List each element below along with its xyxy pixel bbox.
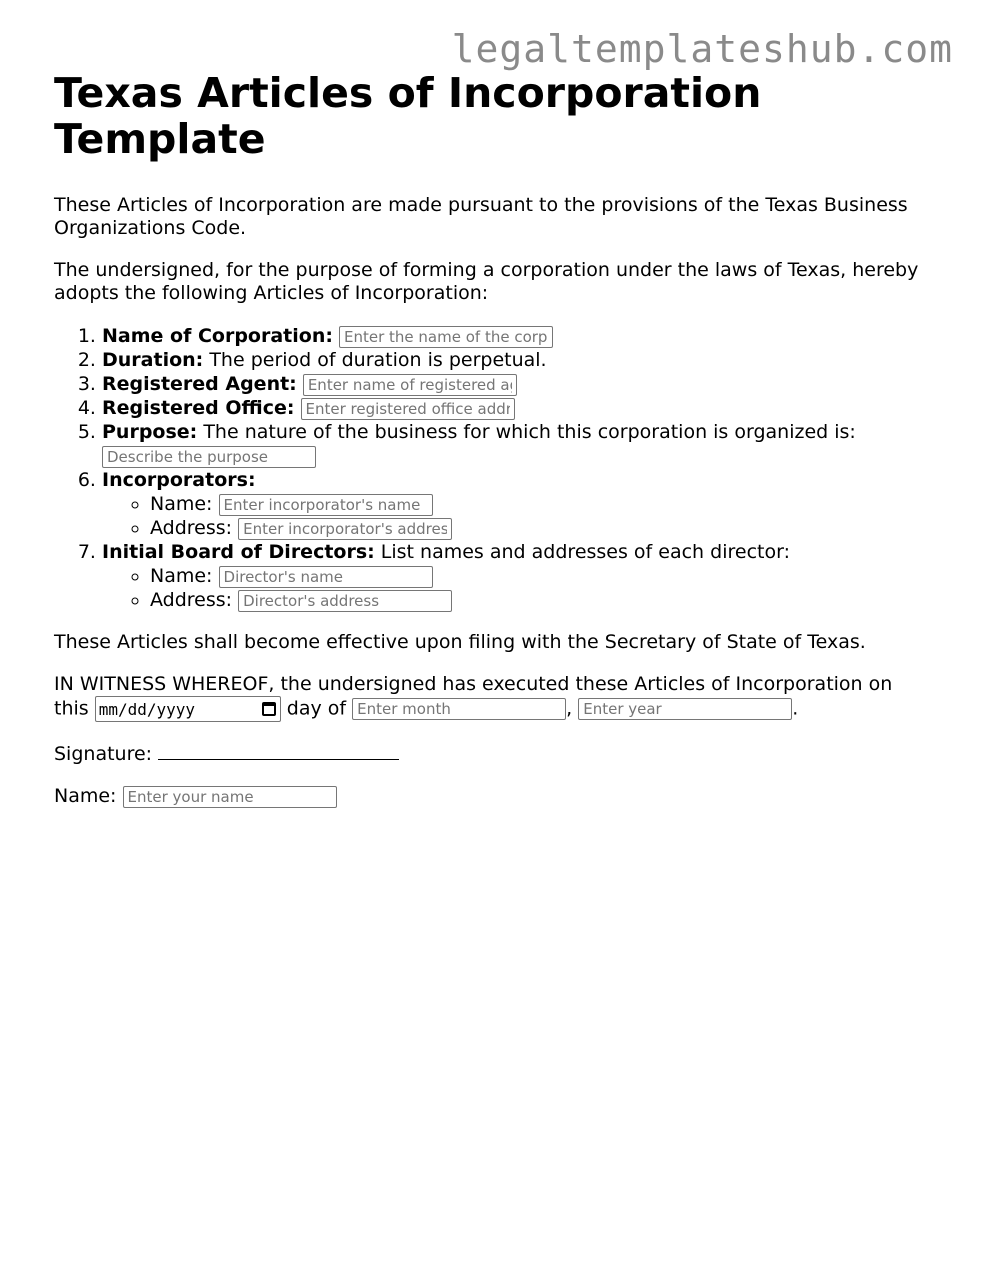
calendar-icon[interactable] — [262, 702, 276, 716]
incorporator-address-label: Address: — [150, 517, 233, 539]
date-placeholder: mm/dd/yyyy — [98, 699, 196, 719]
director-address-label: Address: — [150, 589, 233, 611]
signature-line — [158, 741, 399, 760]
list-item — [150, 516, 934, 540]
article-duration-text: The period of duration is perpetual. — [209, 349, 547, 371]
article-incorporators — [102, 468, 934, 540]
article-board-label: Initial Board of Directors: — [102, 541, 375, 563]
intro-paragraph-1: These Articles of Incorporation are made pursuant to the provisions of the Texas Business Organizations Code. — [54, 194, 908, 239]
incorporator-address-input[interactable] — [238, 518, 452, 540]
article-name-label: Name of Corporation: — [102, 325, 333, 347]
incorporator-name-label: Name: — [150, 493, 213, 515]
article-duration — [102, 348, 934, 372]
article-name — [102, 324, 934, 348]
registered-office-input[interactable] — [301, 398, 515, 420]
effective-paragraph: These Articles shall become effective upon filing with the Secretary of State of Texas. — [54, 631, 866, 653]
director-name-label: Name: — [150, 565, 213, 587]
article-office-label: Registered Office: — [102, 397, 295, 419]
witness-this: this — [54, 697, 89, 720]
intro-paragraph-2: The undersigned, for the purpose of forming a corporation under the laws of Texas, hereby adopts the following Articles of Incorporation: — [54, 259, 919, 304]
list-item — [150, 492, 934, 516]
article-agent-label: Registered Agent: — [102, 373, 297, 395]
purpose-input[interactable] — [102, 446, 316, 468]
witness-day-of: day of — [286, 697, 347, 720]
month-input[interactable] — [352, 698, 566, 720]
page-title: Texas Articles of Incorporation Template — [54, 69, 762, 163]
articles-list — [54, 324, 934, 612]
list-item — [150, 564, 934, 588]
article-board-text: List names and addresses of each director: — [380, 541, 790, 563]
execution-date-input[interactable] — [95, 696, 281, 722]
watermark: legaltemplateshub.com — [451, 27, 953, 71]
article-board — [102, 540, 934, 612]
corporation-name-input[interactable] — [339, 326, 553, 348]
article-agent — [102, 372, 934, 396]
name-row — [54, 785, 934, 808]
signature-label: Signature: — [54, 743, 153, 765]
registered-agent-input[interactable] — [303, 374, 517, 396]
director-address-input[interactable] — [238, 590, 452, 612]
directors-list — [102, 564, 934, 612]
witness-period: . — [792, 697, 799, 720]
signer-name-label: Name: — [54, 785, 117, 807]
witness-comma: , — [566, 697, 573, 720]
article-purpose-text: The nature of the business for which this corporation is organized is: — [203, 421, 856, 443]
article-purpose — [102, 420, 934, 468]
signature-row — [54, 741, 934, 766]
article-incorporators-label: Incorporators: — [102, 469, 256, 491]
signer-name-input[interactable] — [123, 786, 337, 808]
list-item — [150, 588, 934, 612]
article-duration-label: Duration: — [102, 349, 204, 371]
year-input[interactable] — [578, 698, 792, 720]
incorporator-name-input[interactable] — [219, 494, 433, 516]
document-body — [54, 70, 934, 827]
witness-paragraph — [54, 673, 934, 722]
witness-text: IN WITNESS WHEREOF, the undersigned has executed these Articles of Incorporation on — [54, 673, 893, 695]
article-office — [102, 396, 934, 420]
article-purpose-label: Purpose: — [102, 421, 198, 443]
director-name-input[interactable] — [219, 566, 433, 588]
incorporators-list — [102, 492, 934, 540]
